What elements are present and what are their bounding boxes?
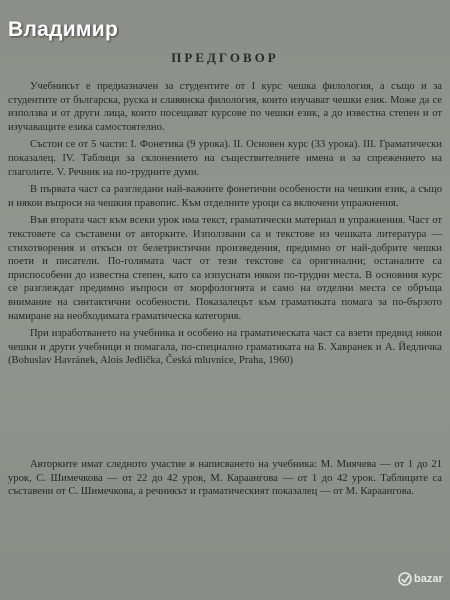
bazar-logo-icon xyxy=(398,572,412,586)
page-title: ПРЕДГОВОР xyxy=(171,50,279,65)
bazar-logo xyxy=(398,566,444,592)
paragraph: Състои се от 5 части: I. Фонетика (9 урока). II. Основен курс (33 урока). III. Граматически показалец. IV. Таблици за склонението на съществителните имена и за спрежението на глаголите. V. Речник на по-трудните думи. xyxy=(8,139,442,178)
paragraph: При изработването на учебника и особено на граматическата част са взети предвид някои чешки и други учебници и помагала, по-специално граматиката на Б. Хавранек и А. Йедличка (Bohuslav Havránek, Alois Jedlička, Česká mluvnice, Praha, 1960) xyxy=(8,328,442,367)
paragraph: Учебникът е предназначен за студентите от I курс чешка филология, а също и за студентите от българска, руска и славянска филология, които изучават чешки език. Може да се използва и от други лица, които посещават курсове по чешки език, а до известна степен и от изучаващите езика самостоятелно. xyxy=(8,81,442,133)
preface-body xyxy=(8,80,442,372)
paragraph: Във втората част към всеки урок има текст, граматически материал и упражнения. Част от текстовете са съставени от авторките. Използвани са и текстове из чешката литература — стихотворения и откъси от белетристични произведения, предимно от най-добрите чешки поети и писатели. По-голямата част от тези текстове са оригинални; останалите са приспособени до известна степен, като са изпуснати някои по-трудни места. В основния курс се разглеждат предимно въпроси от морфологията и само на отделни места се обръща внимание на синтактични особености. Показалецът към граматиката помага за по-бързото намиране на необходимата граматическа категория. xyxy=(8,215,442,322)
watermark: Владимир xyxy=(8,18,119,41)
bazar-logo-text: bazar xyxy=(414,573,443,585)
author-credits xyxy=(8,458,442,499)
paragraph: В първата част са разгледани най-важните фонетични особености на чешкия език, а също и някои въпроси на чешкия правопис. Към отделните уроци са включени упражнения. xyxy=(8,184,442,209)
credits-paragraph: Авторките имат следното участие в написването на учебника: М. Миячева — от 1 до 21 урок, С. Шимечкова — от 22 до 42 урок, М. Караангова — от 1 до 42 урок. Таблиците са съставени от С. Шимечкова, а речникът и граматическият показалец — от М. Караангова. xyxy=(8,459,442,498)
